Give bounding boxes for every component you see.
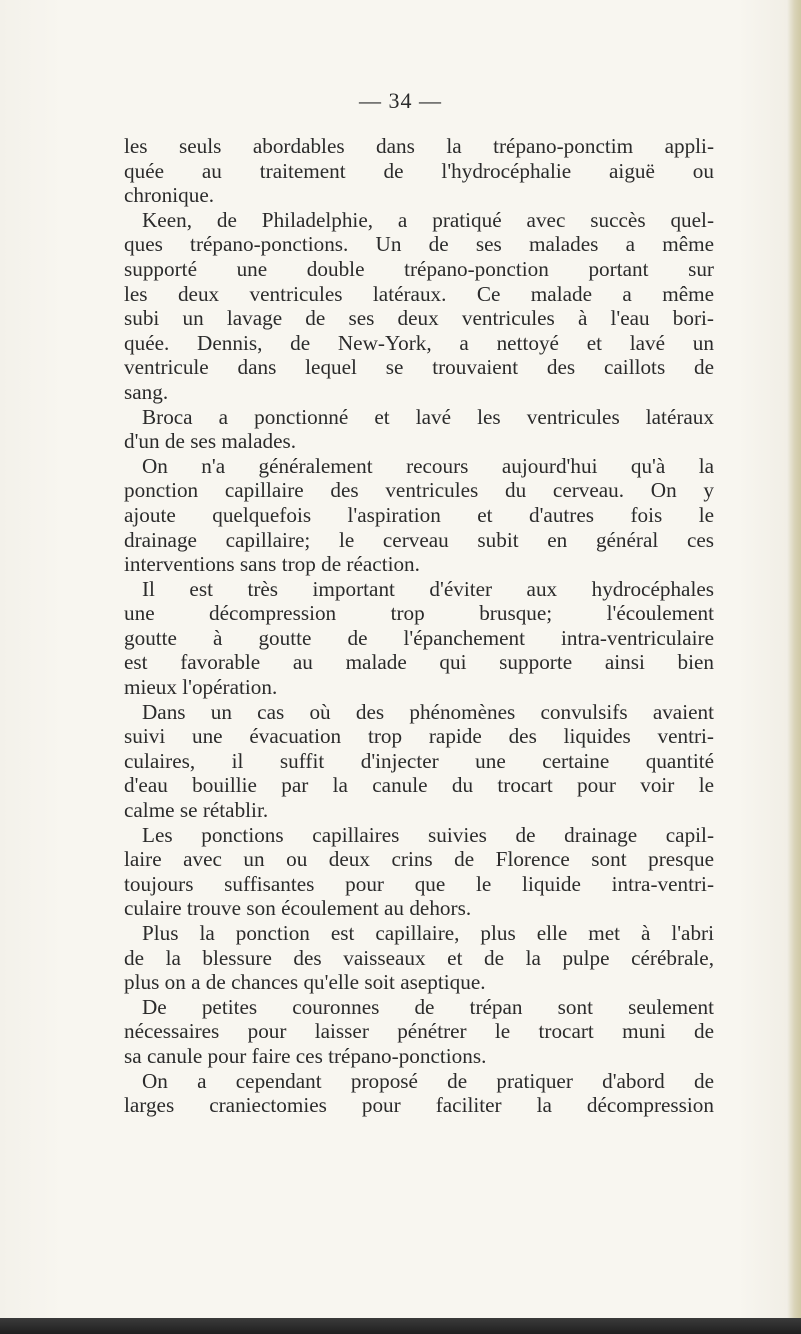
text-line: De petites couronnes de trépan sont seulement <box>142 994 714 1019</box>
text-line: mieux l'opération. <box>124 675 278 700</box>
text-line: plus on a de chances qu'elle soit aseptique. <box>124 970 486 995</box>
text-line: calme se rétablir. <box>124 798 269 823</box>
text-line: Il est très important d'éviter aux hydrocéphales <box>142 576 714 601</box>
text-line: de la blessure des vaisseaux et de la pulpe cérébrale, <box>124 945 714 970</box>
text-line: chronique. <box>124 183 215 208</box>
page-edge-shadow <box>787 0 801 1318</box>
text-line: goutte à goutte de l'épanchement intra-ventriculaire <box>124 625 714 650</box>
text-line: les deux ventricules latéraux. Ce malade a même <box>124 281 714 306</box>
text-line: d'un de ses malades. <box>124 429 297 454</box>
text-line: interventions sans trop de réaction. <box>124 552 420 577</box>
text-line: Broca a ponctionné et lavé les ventricules latéraux <box>142 404 714 429</box>
text-line: subi un lavage de ses deux ventricules à l'eau bori- <box>124 306 714 331</box>
text-line: Dans un cas où des phénomènes convulsifs avaient <box>142 699 714 724</box>
text-line: Les ponctions capillaires suivies de drainage capil- <box>142 822 714 847</box>
text-line: drainage capillaire; le cerveau subit en général ces <box>124 527 714 552</box>
text-line: culaires, il suffit d'injecter une certaine quantité <box>124 748 714 773</box>
text-line: nécessaires pour laisser pénétrer le trocart muni de <box>124 1019 714 1044</box>
text-line: supporté une double trépano-ponction portant sur <box>124 256 714 281</box>
text-line: ventricule dans lequel se trouvaient des caillots de <box>124 355 714 380</box>
text-line: Plus la ponction est capillaire, plus elle met à l'abri <box>142 921 714 945</box>
page-number: — 34 — <box>359 88 442 113</box>
text-line: ques trépano-ponctions. Un de ses malades a même <box>124 232 714 257</box>
text-line: sang. <box>124 379 169 404</box>
text-line: laire avec un ou deux crins de Florence sont presque <box>124 847 714 872</box>
text-line: ajoute quelquefois l'aspiration et d'autres fois le <box>124 502 714 527</box>
text-line: une décompression trop brusque; l'écoulement <box>124 601 714 626</box>
text-line: sa canule pour faire ces trépano-ponctions. <box>124 1043 487 1068</box>
text-line: quée au traitement de l'hydrocéphalie aiguë ou <box>124 158 714 183</box>
text-line: d'eau bouillie par la canule du trocart pour voir le <box>124 773 714 798</box>
text-line: ponction capillaire des ventricules du cerveau. On y <box>124 478 714 503</box>
text-line: On a cependant proposé de pratiquer d'abord de <box>142 1068 714 1093</box>
text-line: culaire trouve son écoulement au dehors. <box>124 896 472 921</box>
text-line: est favorable au malade qui supporte ainsi bien <box>124 650 714 675</box>
scan-bottom-border <box>0 1318 801 1334</box>
text-line: Keen, de Philadelphie, a pratiqué avec succès quel- <box>142 207 714 232</box>
text-line: quée. Dennis, de New-York, a nettoyé et lavé un <box>124 330 714 355</box>
text-line: larges craniectomies pour faciliter la décompression <box>124 1093 714 1118</box>
text-line: les seuls abordables dans la trépano-ponctim appli- <box>124 134 714 158</box>
text-line: toujours suffisantes pour que le liquide intra-ventri- <box>124 871 714 896</box>
text-line: suivi une évacuation trop rapide des liquides ventri- <box>124 724 714 749</box>
body-text <box>124 134 714 1118</box>
text-line: On n'a généralement recours aujourd'hui qu'à la <box>142 453 714 478</box>
